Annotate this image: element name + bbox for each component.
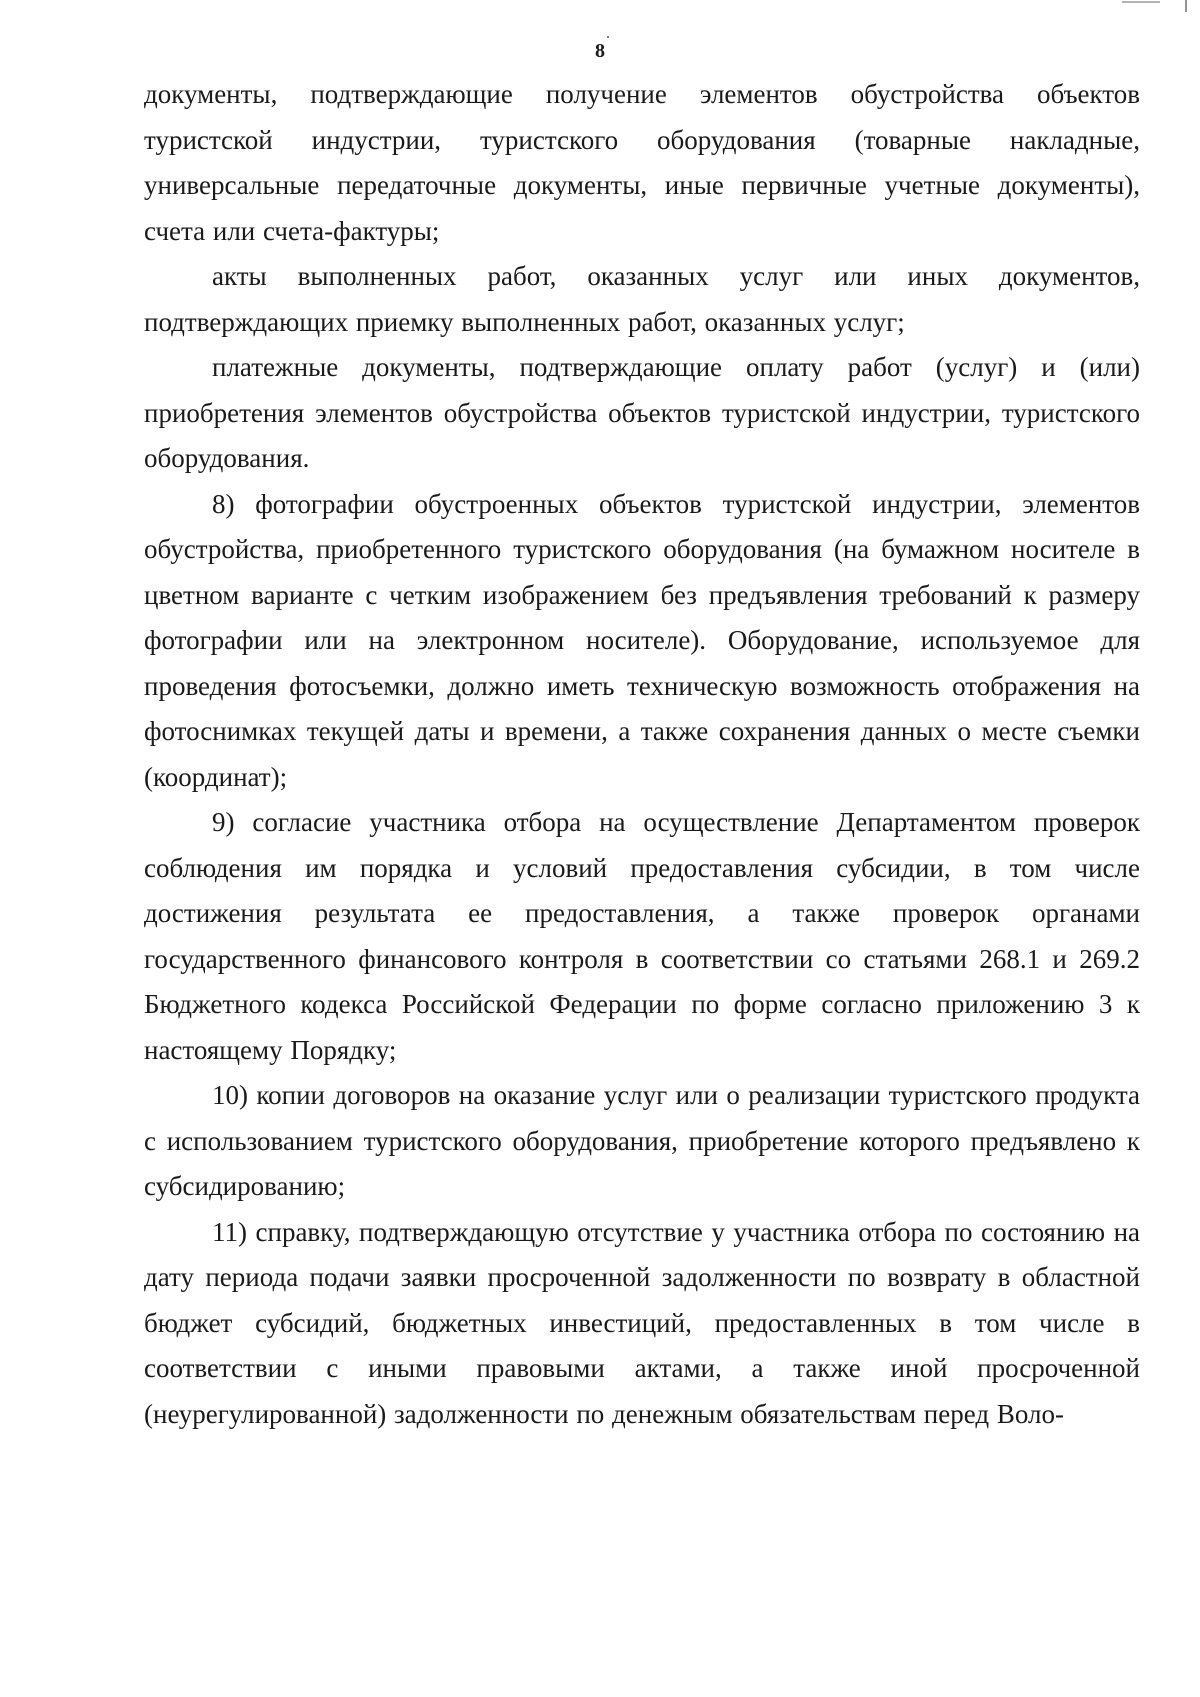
paragraph-item-10-contracts: 10) копии договоров на оказание услуг или о реализации туристского продукта с использованием туристского оборудования, приобретение которого предъявлено к субсидированию;: [144, 1080, 1140, 1201]
paragraph-payment-documents: платежные документы, подтверждающие оплату работ (услуг) и (или) приобретения элементов обустройства объектов туристской индустрии, туристского оборудования.: [144, 352, 1140, 473]
page-number: 8: [595, 40, 605, 62]
paragraph-item-11-certificate: 11) справку, подтверждающую отсутствие у участника отбора по состоянию на дату периода подачи заявки просроченной задолженности по возврату в областной бюджет субсидий, бюджетных инвестиций, предоставленных в том числе в соответствии с иными правовыми актами, а также иной просроченной (неурегулированной) задолженности по денежным обязательствам перед Воло-: [144, 1216, 1140, 1429]
paragraph-documents-receipt: документы, подтверждающие получение элементов обустройства объектов туристской индустрии, туристского оборудования (товарные накладные, универсальные передаточные документы, иные первичные учетные документы), счета или счета-фактуры;: [144, 79, 1140, 246]
scan-edge-marks: [1120, 0, 1200, 14]
paragraph-item-8-photos: 8) фотографии обустроенных объектов туристской индустрии, элементов обустройства, приобретенного туристского оборудования (на бумажном носителе в цветном варианте с четким изображением без предъявления требований к размеру фотографии или на электронном носителе). Оборудование, используемое для проведения фотосъемки, должно иметь техническую возможность отображения на фотоснимках текущей даты и времени, а также сохранения данных о месте съемки (координат);: [144, 488, 1140, 792]
scan-speck: [607, 36, 609, 38]
paragraph-item-9-consent: 9) согласие участника отбора на осуществление Департаментом проверок соблюдения им порядка и условий предоставления субсидии, в том числе достижения результата ее предоставления, а также проверок органами государственного финансового контроля в соответствии со статьями 268.1 и 269.2 Бюджетного кодекса Российской Федерации по форме согласно приложению 3 к настоящему Порядку;: [144, 807, 1140, 1065]
document-body: [144, 72, 1140, 1437]
paragraph-acts-of-work: акты выполненных работ, оказанных услуг или иных документов, подтверждающих приемку выполненных работ, оказанных услуг;: [144, 261, 1140, 337]
